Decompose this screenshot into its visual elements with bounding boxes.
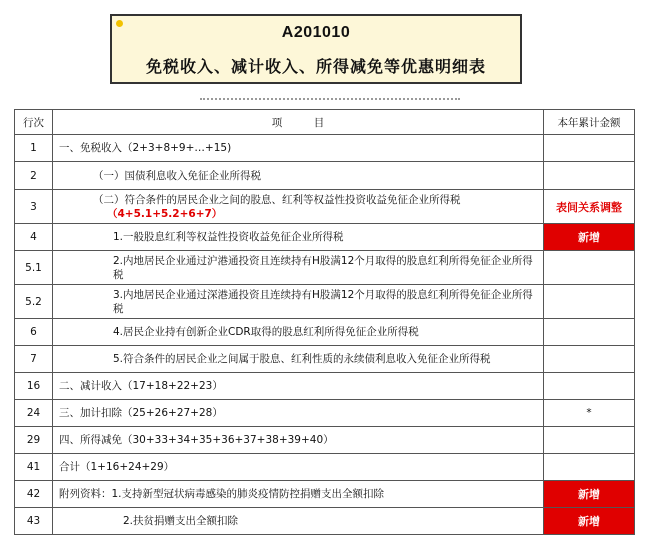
- row-amount-cell[interactable]: [544, 346, 635, 373]
- table-row: [15, 135, 635, 162]
- form-code: A201010: [281, 24, 351, 41]
- row-amount-cell[interactable]: [544, 251, 635, 285]
- row-no: 24: [15, 400, 53, 427]
- row-no: 41: [15, 454, 53, 481]
- row-item: 1.一般股息红利等权益性投资收益免征企业所得税: [53, 224, 544, 251]
- preference-detail-table: [14, 109, 635, 535]
- row-item: 4.居民企业持有创新企业CDR取得的股息红利所得免征企业所得税: [53, 319, 544, 346]
- form-title-box: [110, 14, 522, 84]
- table-row: [15, 427, 635, 454]
- table-row: [15, 285, 635, 319]
- row-item: 3.内地居民企业通过深港通投资且连续持有H股满12个月取得的股息红利所得免征企业所得税: [53, 285, 544, 319]
- row-item: 一、免税收入（2+3+8+9+…+15): [53, 135, 544, 162]
- row-amount-cell[interactable]: [544, 427, 635, 454]
- row-item: 合计（1+16+24+29）: [53, 454, 544, 481]
- row-no: 16: [15, 373, 53, 400]
- table-row: [15, 190, 635, 224]
- row-item: 二、减计收入（17+18+22+23）: [53, 373, 544, 400]
- header-row-no: 行次: [15, 110, 53, 135]
- header-amount: 本年累计金额: [544, 110, 635, 135]
- row-no: 7: [15, 346, 53, 373]
- row-amount-cell[interactable]: [544, 285, 635, 319]
- row-item: 附列资料：1.支持新型冠状病毒感染的肺炎疫情防控捐赠支出全额扣除: [53, 481, 544, 508]
- row-no: 29: [15, 427, 53, 454]
- new-badge: 新增: [544, 508, 635, 535]
- row-no: 42: [15, 481, 53, 508]
- new-badge: 新增: [544, 481, 635, 508]
- table-row: [15, 481, 635, 508]
- obscured-subtitle-line: [200, 98, 460, 106]
- table-row: [15, 346, 635, 373]
- table-row: [15, 400, 635, 427]
- title-marker-dot: [116, 20, 123, 27]
- row-no: 5.2: [15, 285, 53, 319]
- row-item: [53, 190, 544, 224]
- row-amount-cell[interactable]: [544, 373, 635, 400]
- table-row: [15, 251, 635, 285]
- row-no: 2: [15, 162, 53, 190]
- row-amount-cell: *: [544, 400, 635, 427]
- form-name: 免税收入、减计收入、所得减免等优惠明细表: [145, 57, 486, 76]
- table-header-row: [15, 110, 635, 135]
- row-item: 5.符合条件的居民企业之间属于股息、红利性质的永续债利息收入免征企业所得税: [53, 346, 544, 373]
- row-item: 2.扶贫捐赠支出全额扣除: [53, 508, 544, 535]
- row-item-formula: （4+5.1+5.2+6+7）: [107, 207, 223, 220]
- row-no: 5.1: [15, 251, 53, 285]
- row-item-text: （二）符合条件的居民企业之间的股息、红利等权益性投资收益免征企业所得税: [93, 193, 461, 206]
- row-item: 四、所得减免（30+33+34+35+36+37+38+39+40）: [53, 427, 544, 454]
- row-item: 三、加计扣除（25+26+27+28）: [53, 400, 544, 427]
- row-item: 2.内地居民企业通过沪港通投资且连续持有H股满12个月取得的股息红利所得免征企业所得税: [53, 251, 544, 285]
- header-item: 项 目: [53, 110, 544, 135]
- row-no: 43: [15, 508, 53, 535]
- table-row: [15, 508, 635, 535]
- row-amount-cell[interactable]: [544, 162, 635, 190]
- row-amount-cell[interactable]: [544, 135, 635, 162]
- cross-table-adjust-note: 表间关系调整: [544, 190, 635, 224]
- row-no: 4: [15, 224, 53, 251]
- row-amount-cell[interactable]: [544, 319, 635, 346]
- row-item: （一）国债利息收入免征企业所得税: [53, 162, 544, 190]
- table-row: [15, 319, 635, 346]
- table-row: [15, 373, 635, 400]
- table-row: [15, 454, 635, 481]
- row-no: 1: [15, 135, 53, 162]
- new-badge: 新增: [544, 224, 635, 251]
- row-no: 6: [15, 319, 53, 346]
- table-row: [15, 162, 635, 190]
- row-amount-cell[interactable]: [544, 454, 635, 481]
- row-no: 3: [15, 190, 53, 224]
- table-row: [15, 224, 635, 251]
